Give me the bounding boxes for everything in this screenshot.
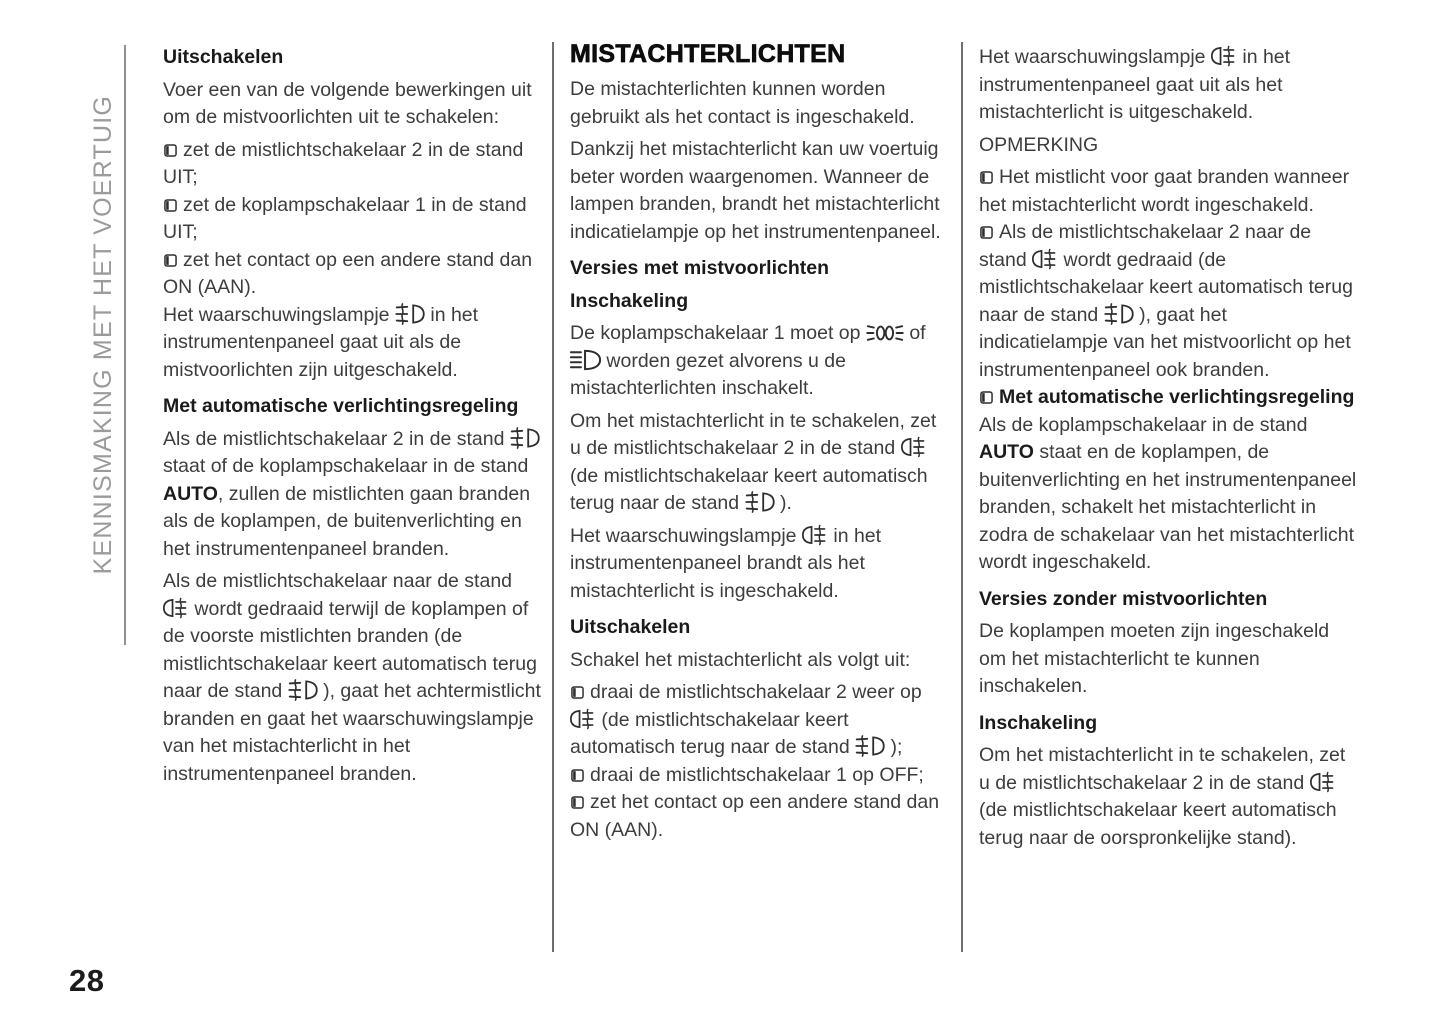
- paragraph: Het waarschuwingslampje in het instrumentenpaneel brandt als het mistachterlicht is ingeschakeld.: [570, 524, 882, 602]
- sidebar-vertical-rule: [124, 45, 126, 645]
- rear-fog-icon: [901, 436, 927, 458]
- section-title: MISTACHTERLICHTEN: [570, 40, 846, 68]
- subsection-heading: Met automatische verlichtingsregeling: [163, 395, 519, 417]
- rear-fog-icon: [570, 708, 596, 730]
- bullet-item: draai de mistlichtschakelaar 2 weer op (de mistlichtschakelaar keert automatisch terug naar de stand );: [570, 681, 922, 758]
- paragraph: OPMERKING: [979, 133, 1099, 156]
- front-fog-icon: [855, 735, 885, 757]
- text-column-2: [570, 40, 948, 844]
- rear-fog-icon: [1032, 248, 1058, 270]
- bold-text: Met automatische verlichtingsregeling: [999, 386, 1355, 408]
- bold-text: AUTO: [979, 441, 1034, 463]
- bullet-item: Het mistlicht voor gaat branden wanneer het mistachterlicht wordt ingeschakeld.: [979, 166, 1350, 216]
- column-divider-1: [552, 42, 554, 952]
- square-bullet-icon: [570, 768, 585, 783]
- square-bullet-icon: [163, 143, 178, 158]
- front-fog-icon: [395, 303, 425, 325]
- paragraph: De mistachterlichten kunnen worden gebruikt als het contact is ingeschakeld.: [570, 78, 915, 128]
- position-lights-icon: [866, 325, 904, 341]
- subsection-heading: Inschakeling: [570, 289, 689, 312]
- chapter-title-vertical-text: KENNISMAKING MET HET VOERTUIG: [88, 95, 117, 575]
- text-column-1: [163, 44, 541, 793]
- paragraph: De koplampschakelaar 1 moet op of worden gezet alvorens u de mistachterlichten inschakelt.: [570, 322, 926, 399]
- paragraph: Om het mistachterlicht in te schakelen, zet u de mistlichtschakelaar 2 in de stand (de mistlichtschakelaar keert automatisch terug naar de stand ).: [570, 409, 937, 514]
- rear-fog-icon: [802, 524, 828, 546]
- bullet-item: zet de mistlichtschakelaar 2 in de stand UIT;: [163, 138, 524, 188]
- bullet-item: Als de mistlichtschakelaar 2 naar de stand wordt gedraaid (de mistlichtschakelaar keert automatisch terug naar de stand ), gaat het indicatielampje van het mistvoorlicht op het instrumentenpaneel ook branden.: [979, 221, 1353, 381]
- square-bullet-icon: [979, 225, 994, 240]
- paragraph: Dankzij het mistachterlicht kan uw voertuig beter worden waargenomen. Wanneer de lampen branden, brandt het mistachterlicht indicatielampje op het instrumentenpaneel.: [570, 138, 941, 243]
- subsection-heading: Versies zonder mistvoorlichten: [979, 587, 1268, 610]
- front-fog-icon: [745, 491, 775, 513]
- bullet-item: draai de mistlichtschakelaar 1 op OFF;: [570, 762, 948, 790]
- subsection-heading: Versies met mistvoorlichten: [570, 257, 830, 279]
- square-bullet-icon: [979, 390, 994, 405]
- paragraph: Om het mistachterlicht in te schakelen, zet u de mistlichtschakelaar 2 in de stand (de mistlichtschakelaar keert automatisch terug naar de oorspronkelijke stand).: [979, 744, 1346, 849]
- paragraph: Schakel het mistachterlicht als volgt uit:: [570, 648, 911, 671]
- paragraph: Het waarschuwingslampje in het instrumentenpaneel gaat uit als het mistachterlicht is uitgeschakeld.: [979, 46, 1291, 123]
- low-beam-icon: [570, 349, 601, 371]
- paragraph: De koplampen moeten zijn ingeschakeld om het mistachterlicht te kunnen inschakelen.: [979, 620, 1330, 697]
- square-bullet-icon: [979, 170, 994, 185]
- paragraph: Als de mistlichtschakelaar 2 in de stand staat of de koplampschakelaar in de stand AUTO, zullen de mistlichten gaan branden als de koplampen, de buitenverlichting en het instrumentenpaneel branden.: [163, 426, 541, 564]
- subsection-heading: Inschakeling: [979, 711, 1098, 734]
- rear-fog-icon: [1211, 45, 1237, 67]
- paragraph: Als de mistlichtschakelaar naar de stand wordt gedraaid terwijl de koplampen of de voorste mistlichten branden (de mistlichtschakelaar keert automatisch terug naar de stand ), gaat het achtermistlicht branden en gaat het waarschuwingslampje van het mistachterlicht in het instrumentenpaneel branden.: [163, 570, 541, 785]
- square-bullet-icon: [163, 198, 178, 213]
- page-number: 28: [69, 963, 105, 998]
- bullet-item: zet het contact op een andere stand dan ON (AAN).: [163, 248, 533, 298]
- bullet-item: zet het contact op een andere stand dan ON (AAN).: [570, 791, 940, 841]
- column-divider-2: [961, 42, 963, 952]
- square-bullet-icon: [570, 795, 585, 810]
- subsection-heading: Uitschakelen: [570, 616, 691, 638]
- paragraph: Voer een van de volgende bewerkingen uit om de mistvoorlichten uit te schakelen:: [163, 78, 532, 128]
- paragraph: Het waarschuwingslampje in het instrumentenpaneel gaat uit als de mistvoorlichten zijn uitgeschakeld.: [163, 303, 479, 381]
- subsection-heading: Uitschakelen: [163, 46, 284, 68]
- text-column-3: [979, 44, 1357, 857]
- square-bullet-icon: [570, 685, 585, 700]
- bullet-item: Met automatische verlichtingsregeling Als de koplampschakelaar in de stand AUTO staat en de koplampen, de buitenverlichting en het instrumentenpaneel branden, schakelt het mistachterlicht in zodra de schakelaar van het mistachterlicht wordt ingeschakeld.: [979, 386, 1357, 573]
- bullet-item: zet de koplampschakelaar 1 in de stand UIT;: [163, 193, 527, 243]
- rear-fog-icon: [163, 597, 189, 619]
- front-fog-icon: [288, 679, 318, 701]
- rear-fog-icon: [1310, 771, 1336, 793]
- bold-text: AUTO: [163, 482, 218, 505]
- front-fog-icon: [1104, 303, 1134, 325]
- chapter-sidebar-label: [82, 45, 124, 625]
- square-bullet-icon: [163, 253, 178, 268]
- front-fog-icon: [510, 427, 540, 449]
